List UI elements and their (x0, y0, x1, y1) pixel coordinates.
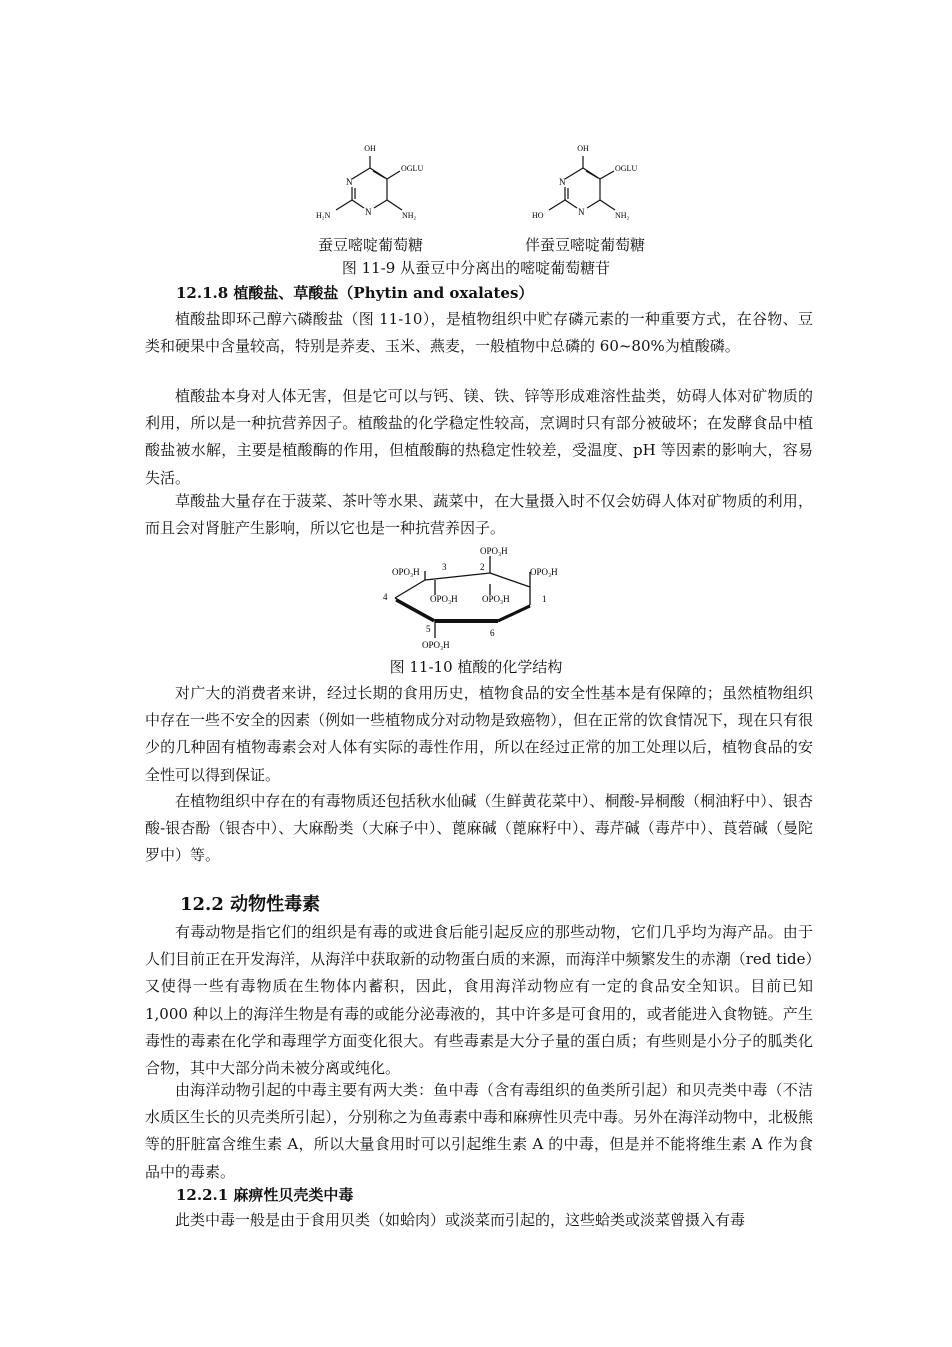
carbon-number-5: 5 (426, 624, 431, 634)
right-n-top-label: N (559, 177, 566, 187)
right-oh-label: OH (577, 144, 589, 153)
phosphate-label-right: OPO₃H (530, 567, 558, 577)
paragraph-marine-poisoning: 由海洋动物引起的中毒主要有两大类：鱼中毒（含有毒组织的鱼类所引起）和贝壳类中毒（不洁水质区生长的贝壳类所引起），分别称之为鱼毒素中毒和麻痹性贝壳中毒。另外在海洋动物中，北极熊等的肝脏富含维生素 A，所以大量食用时可以引起维生素 A 的中毒，但是并不能将维生素 A 作为食品中的毒素。 (145, 1081, 813, 1181)
left-molecule-name: 蚕豆嘧啶葡萄糖 (318, 236, 424, 254)
paragraph-phytin-effects: 植酸盐本身对人体无害，但是它可以与钙、镁、铁、锌等形成难溶性盐类，妨碍人体对矿物质的利用，所以是一种抗营养因子。植酸盐的化学稳定性较高，烹调时只有部分被破坏；在发酵食品中植酸盐被水解，主要是植酸酶的作用，但植酸酶的热稳定性较差，受温度、pH 等因素的影响大，容易失活。 (145, 387, 813, 487)
paragraph-oxalates: 草酸盐大量存在于菠菜、茶叶等水果、蔬菜中，在大量摄入时不仅会妨碍人体对矿物质的利用，而且会对肾脏产生影响，所以它也是一种抗营养因子。 (145, 492, 813, 538)
carbon-number-1: 1 (542, 594, 547, 604)
figure-11-9-caption: 图 11-9 从蚕豆中分离出的嘧啶葡萄糖苷 (341, 259, 611, 277)
right-oglu-label: OGLU (615, 164, 638, 173)
left-oh-label: OH (364, 144, 376, 153)
carbon-number-4: 4 (383, 592, 388, 602)
left-n-bottom-label: N (365, 207, 372, 217)
carbon-number-2: 2 (480, 562, 485, 572)
carbon-number-6: 6 (490, 628, 495, 638)
paragraph-other-toxic-substances: 在植物组织中存在的有毒物质还包括秋水仙碱（生鲜黄花菜中）、桐酸-异桐酸（桐油籽中）、银杏酸-银杏酚（银杏中）、大麻酚类（大麻子中）、蓖麻碱（蓖麻籽中）、毒芹碱（毒芹中）、莨菪碱（曼陀罗中）等。 (145, 792, 813, 865)
left-nh2-label: NH₂ (402, 211, 417, 220)
paragraph-paralytic-shellfish: 此类中毒一般是由于食用贝类（如蛤肉）或淡菜而引起的，这些蛤类或淡菜曾摄入有毒 (175, 1211, 746, 1229)
paragraph-toxic-animals: 有毒动物是指它们的组织是有毒的或进食后能引起反应的那些动物，它们几乎均为海产品。由于人们目前正在开发海洋，从海洋中获取新的动物蛋白质的来源，而海洋中频繁发生的赤潮（red tide）又使得一些有毒物质在生物体内蓄积，因此，食用海洋动物应有一定的食品安全知识。目前已知 1,000 种以上的海洋生物是有毒的或能分泌毒液的，其中许多是可食用的，或者能进入食物链。产生毒性的毒素在化学和毒理学方面变化很大。有些毒素是大分子量的蛋白质；有些则是小分子的胍类化合物，其中大部分尚未被分离或纯化。 (145, 923, 813, 1078)
figure-11-10-phytic-acid-structure (370, 540, 590, 660)
right-nh2-label: NH₂ (615, 211, 630, 220)
section-heading-12-2: 12.2 动物性毒素 (180, 894, 321, 915)
phosphate-label-left: OPO₃H (392, 567, 420, 577)
phosphate-label-top: OPO₃H (480, 546, 508, 556)
paragraph-plant-food-safety: 对广大的消费者来讲，经过长期的食用历史，植物食品的安全性基本是有保障的；虽然植物组织中存在一些不安全的因素（例如一些植物成分对动物是致癌物），但在正常的饮食情况下，现在只有很少的几种固有植物毒素会对人体有实际的毒性作用，所以在经过正常的加工处理以后，植物食品的安全性可以得到保证。 (145, 684, 813, 784)
paragraph-phytin-definition: 植酸盐即环己醇六磷酸盐（图 11-10），是植物组织中贮存磷元素的一种重要方式，在谷物、豆类和硬果中含量较高，特别是荞麦、玉米、燕麦，一般植物中总磷的 60~80%为植酸磷。 (145, 310, 813, 356)
figure-11-10-caption: 图 11-10 植酸的化学结构 (389, 658, 563, 676)
right-ho-label: HO (532, 211, 544, 220)
section-heading-12-2-1: 12.2.1 麻痹性贝壳类中毒 (176, 1186, 354, 1204)
phosphate-label-inner-right: OPO₃H (482, 594, 510, 604)
left-h2n-label: H₂N (316, 211, 331, 220)
phosphate-label-bottom: OPO₃H (422, 640, 450, 650)
right-molecule-name: 伴蚕豆嘧啶葡萄糖 (525, 236, 646, 254)
section-heading-12-1-8: 12.1.8 植酸盐、草酸盐（Phytin and oxalates） (176, 284, 534, 302)
left-oglu-label: OGLU (401, 164, 424, 173)
phosphate-label-inner-left: OPO₃H (430, 594, 458, 604)
carbon-number-3: 3 (442, 562, 447, 572)
left-n-top-label: N (346, 177, 353, 187)
right-n-bottom-label: N (578, 207, 585, 217)
